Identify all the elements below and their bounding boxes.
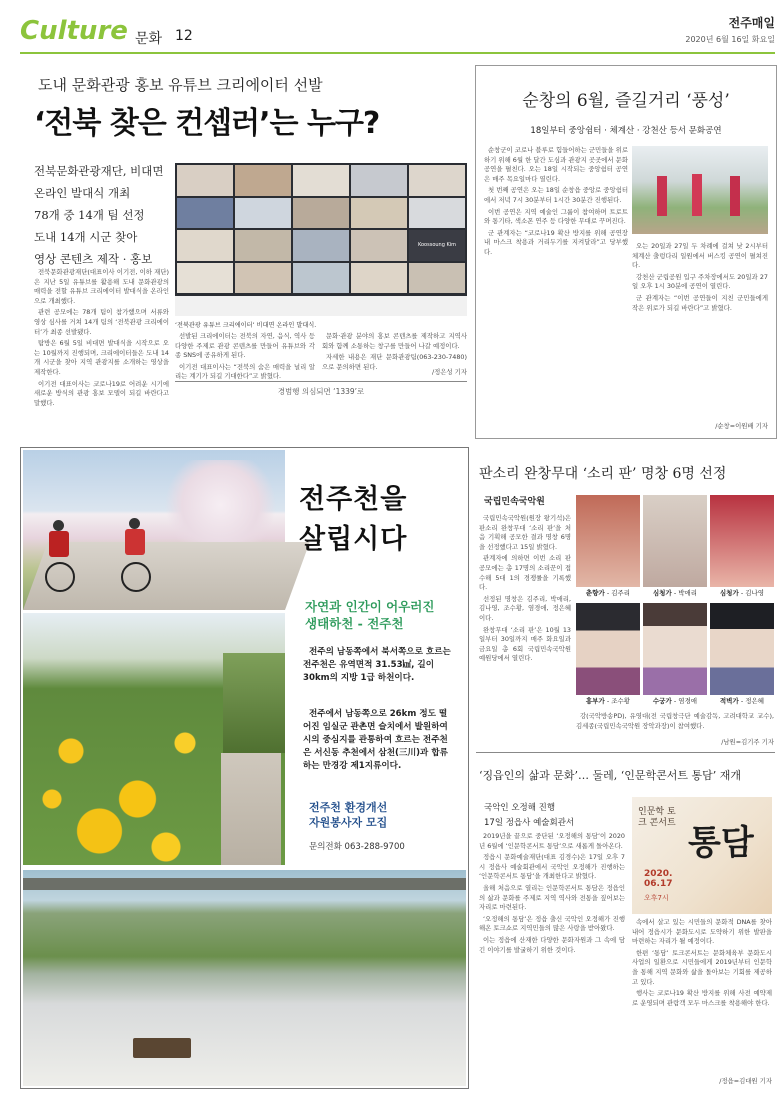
jeonjucheon-ad — [20, 447, 469, 1089]
section-title-ko: 문화 — [135, 31, 163, 47]
performer — [730, 176, 740, 216]
singer-name: 정은혜 — [745, 697, 765, 705]
video-tile — [293, 198, 349, 229]
video-tile — [177, 230, 233, 261]
cyclist — [45, 520, 73, 590]
singer-name: 김나영 — [745, 589, 765, 597]
performer — [692, 174, 702, 216]
singer-label: 심청가 - 김나영 — [719, 589, 765, 597]
singer-grid — [576, 495, 774, 705]
article1-col3 — [322, 332, 467, 371]
bullet-line: 온라인 발대식 개최 — [34, 186, 131, 200]
paragraph: 오는 20일과 27일 두 차례에 걸쳐 낮 2시부터 체계산 출렁다리 일원에서 버스킹 공연이 펼쳐진다. — [632, 242, 768, 270]
singer-label: 춘향가 - 김주리 — [585, 589, 631, 597]
bullet-line: 전북문화관광재단, 비대면 — [34, 164, 164, 178]
video-tile — [351, 230, 407, 261]
masthead — [20, 18, 775, 50]
poster-date: 2020. 06.17 — [644, 869, 673, 889]
article3-headline: 판소리 완창무대 ‘소리 판’ 명창 6명 선정 — [479, 466, 727, 482]
paragraph: 선발된 크리에이터는 전북의 자연, 음식, 역사 등 다양한 주제로 관광 콘텐츠를 만들어 유튜브와 각종 SNS에 공유하게 된다. — [175, 332, 315, 360]
article4-byline: /정읍=김대원 기자 — [719, 1077, 772, 1085]
singer-card — [643, 603, 707, 707]
singer-card — [576, 603, 640, 707]
bridge — [23, 878, 466, 890]
article1-bullets — [34, 163, 169, 273]
video-tile — [177, 165, 233, 196]
singer-photo — [643, 603, 707, 695]
singer-role: 심청가 — [652, 589, 672, 597]
video-tile — [409, 165, 465, 196]
article2-headline: 순창의 6월, 즐길거리 ‘풍성’ — [522, 91, 730, 111]
yellow-flowers — [33, 703, 223, 863]
paragraph: 선정된 명창은 김주리, 박애리, 김나영, 조수황, 염경애, 정은혜이다. — [479, 594, 571, 622]
paragraph: 탐방은 6월 5일 비대면 발대식을 시작으로 오는 10월까지 진행되며, 크리에이터들은 도내 14개 시군을 찾아 지역 관광지를 소개하는 영상을 제작한다. — [34, 339, 169, 376]
ad-body-1: 전주의 남동쪽에서 북서쪽으로 흐르는 전주천은 유역면적 31.53㎢, 길이 30km의 지방 1급 하천이다. — [303, 647, 451, 683]
paragraph: 2019년을 끝으로 중단된 ‘오정해의 통담’이 2020년 6월에 ‘인문학콘서트 통담’으로 새롭게 돌아온다. — [479, 832, 625, 850]
singer-photo — [643, 495, 707, 587]
singer-label: 심청가 - 박애리 — [652, 589, 698, 597]
singer-label: 흥부가 - 조수황 — [585, 697, 631, 705]
ad-phone: 문의전화 063-288-9700 — [309, 842, 405, 852]
article4-sub1: 국악인 오정해 진행 — [484, 803, 556, 813]
paragraph: 강(국악방송PD), 유영대(전 국립창극단 예술감독, 고려대학교 교수), 김세종(국립민속국악원 장악과장)이 참여했다. — [576, 712, 774, 730]
video-tile — [235, 230, 291, 261]
paragraph: 관련 공모에는 78개 팀이 참가했으며 서류와 영상 심사를 거쳐 14개 팀의 ‘전북관광 크리에이터’가 최종 선발됐다. — [34, 308, 169, 336]
video-tile — [409, 263, 465, 294]
paragraph: 관계자에 의하면 이번 소리 판 공모에는 총 17명의 소리꾼이 접수해 5대 1의 경쟁률을 기록했다. — [479, 554, 571, 592]
singer-role: 흥부가 — [585, 697, 605, 705]
paragraph: 첫 번째 공연은 오는 18일 순창읍 중앙로 중앙쉼터에서 저녁 7시 30분부터 1시간 30분간 진행된다. — [484, 186, 628, 204]
paragraph: 전북문화관광재단(대표이사 이기전, 이하 재단)은 지난 5일 유튜브를 활용해 도내 문화관광의 매력을 전할 유튜브 크리에이터 발대식을 온라인으로 개최했다. — [34, 268, 169, 305]
trees — [223, 653, 285, 753]
ad-headline-line: 전주천을 — [299, 484, 408, 515]
ad-recruit — [309, 800, 387, 830]
paragraph: 정읍시 문화예술재단(대표 김경수)은 17일 오후 7시 정읍사 예술회관에서 국악인 오정해가 진행하는 ‘인문학콘서트 통담’을 개최한다고 밝혔다. — [479, 853, 625, 881]
cyclist — [121, 518, 149, 590]
video-tile — [409, 198, 465, 229]
article3-source: 국립민속국악원 — [484, 497, 545, 507]
singer-role: 수궁가 — [652, 697, 672, 705]
article2-col2 — [632, 242, 768, 418]
cyclists-photo — [23, 450, 285, 610]
paragraph: 문화·관광 분야의 홍보 콘텐츠를 제작하고 지역사회와 함께 소통하는 창구를 만들어 나갈 예정이다. — [322, 332, 467, 350]
video-tile — [235, 165, 291, 196]
paragraph: 이번 공연은 지역 예술인 그룹이 참여하며 트로트와 통기타, 색소폰 연주 등 다양한 무대로 꾸며진다. — [484, 207, 628, 226]
cosmos-flower-photo — [23, 613, 285, 865]
ad-text-panel — [289, 450, 466, 865]
ad-subtitle-line: 생태하천 - 전주천 — [305, 616, 404, 631]
paper-name: 전주매일 — [728, 16, 775, 30]
paragraph: 이기전 대표이사는 코로나19로 어려운 시기에 새로운 방식의 관광 홍보 모델이 되길 바란다고 말했다. — [34, 379, 169, 407]
paragraph: 이기전 대표이사는 “전북의 숨은 매력을 널리 알리는 계기가 되길 기대한다”고 밝혔다. — [175, 362, 315, 381]
singer-photo — [576, 603, 640, 695]
article4-col1 — [479, 832, 625, 1082]
paragraph: 자세한 내용은 재단 문화관광팀(063-230-7480)으로 문의하면 된다. — [322, 353, 467, 371]
article2-col1 — [484, 146, 628, 428]
issue-date: 2020년 6월 16일 화요일 — [685, 35, 775, 44]
article1-headline: ‘전북 찾은 컨셉러’는 누구? — [34, 106, 380, 141]
article1-col2 — [175, 332, 315, 381]
paragraph: 행사는 코로나19 확산 방지를 위해 사전 예약제로 운영되며 관람객 모두 마스크를 착용해야 한다. — [632, 989, 772, 1007]
singer-card — [576, 495, 640, 599]
singer-photo — [710, 495, 774, 587]
walking-path — [221, 753, 281, 865]
paragraph: 속에서 살고 있는 시민들의 문화적 DNA를 찾아내어 정읍시가 문화도시로 도약하기 위한 발판을 마련하는 자리가 될 예정이다. — [632, 918, 772, 946]
video-conference-photo — [175, 163, 467, 316]
parade-photo — [632, 146, 768, 234]
article2-byline: /순창=이원배 기자 — [715, 422, 768, 430]
singer-photo — [710, 603, 774, 695]
video-tile — [351, 263, 407, 294]
paragraph: 군 관계자는 “이번 공연들이 지친 군민들에게 작은 위로가 되길 바란다”고 밝혔다. — [632, 293, 768, 312]
singer-label: 수궁가 - 염경애 — [652, 697, 698, 705]
article3-col1 — [479, 514, 571, 749]
ad-recruit-line: 자원봉사자 모집 — [309, 816, 388, 829]
bullet-line: 78개 중 14개 팀 선정 — [34, 208, 145, 222]
poster-title: 통담 — [688, 823, 754, 863]
video-tile — [235, 198, 291, 229]
singer-role: 춘향가 — [585, 589, 605, 597]
tongdam-poster — [632, 797, 772, 914]
paragraph: 국립민속국악원(원장 왕기석)은 판소리 완창무대 ‘소리 판’을 처음 기획해 공모한 결과 명창 6명을 선정했다고 15일 밝혔다. — [479, 514, 571, 551]
ad-subtitle — [305, 598, 434, 632]
video-tile — [293, 263, 349, 294]
article2-box — [475, 65, 777, 439]
singer-role: 심청가 — [719, 589, 739, 597]
ad-recruit-line: 전주천 환경개선 — [309, 801, 388, 814]
poster-top: 인문학 토크 콘서트 — [638, 807, 676, 828]
bench — [133, 1038, 191, 1058]
singer-name: 염경애 — [678, 697, 698, 705]
singer-role: 적벽가 — [719, 697, 739, 705]
article3-byline: /남원=김기주 기자 — [721, 738, 774, 746]
paragraph: 이는 정읍에 산재한 다양한 문화자원과 그 속에 담긴 이야기를 발굴하기 위한 것이다. — [479, 935, 625, 954]
video-tile — [293, 230, 349, 261]
singer-label: 적벽가 - 정은혜 — [719, 697, 765, 705]
singer-name: 김주리 — [611, 589, 631, 597]
divider — [476, 752, 775, 753]
paragraph: ‘오정해의 통담’은 정읍 출신 국악인 오정해가 진행해온 토크쇼로 지역민들의 많은 사랑을 받아왔다. — [479, 914, 625, 933]
paragraph: 한편 ‘통담’ 토크콘서트는 문화체육부 문화도시 사업의 일환으로 시민들에게 2019년부터 인문학을 통해 지역 문화와 삶을 돌아보는 기회를 제공하고 있다. — [632, 948, 772, 986]
paragraph: 군 관계자는 “코로나19 확산 방지를 위해 공연장 내 마스크 착용과 거리두기를 지켜달라”고 당부했다. — [484, 228, 628, 256]
small-banner: 경범행 의심되면 ‘1339’로 — [277, 387, 365, 396]
bullet-line: 도내 14개 시군 찾아 — [34, 230, 138, 244]
video-tile — [351, 198, 407, 229]
ad-body-2: 전주에서 남동쪽으로 26km 정도 떨어진 임실군 관촌면 슬치에서 발원하여 시의 중심지를 관통하여 흐르는 전주천은 서신동 추천에서 삼천(三川)과 합류하는 만경강 제1지류이다. — [303, 709, 448, 771]
paragraph: 순창군이 코로나 블루로 힘들어하는 군민들을 위로하기 위해 6월 한 달간 도심과 관광지 곳곳에서 문화공연을 펼친다. 오는 18일 시작되는 중앙쉼터 공연은 매주 목요일마다 열린다. — [484, 146, 628, 183]
singer-name: 조수황 — [611, 697, 631, 705]
masthead-rule — [20, 52, 775, 54]
article1-col1 — [34, 268, 169, 407]
video-grid — [177, 165, 465, 293]
paragraph: 강천산 군립공원 입구 주차장에서도 20일과 27일 오후 1시 30분에 공연이 열린다. — [632, 272, 768, 291]
paragraph: 완창무대 ‘소리 판’은 10월 13일부터 30일까지 매주 화요일과 금요일 총 6회 국립민속국악원 예원당에서 열린다. — [479, 625, 571, 663]
ad-subtitle-line: 자연과 인간이 어우러진 — [305, 599, 435, 614]
page-number: 12 — [175, 28, 193, 44]
section-title-en: Culture — [20, 16, 128, 46]
article4-sub2: 17일 정읍사 예술회관서 — [484, 818, 575, 828]
video-tile — [351, 165, 407, 196]
article4-col2 — [632, 918, 772, 1078]
river-photo — [23, 870, 466, 1086]
singer-name: 박애리 — [678, 589, 698, 597]
video-tile — [177, 263, 233, 294]
singer-photo — [576, 495, 640, 587]
ad-headline-line: 살립시다 — [299, 524, 408, 555]
singer-card — [710, 603, 774, 707]
bullet-line: 영상 콘텐츠 제작 · 홍보 — [34, 252, 153, 266]
poster-time: 오후7시 — [644, 894, 669, 902]
article4-headline: ‘징읍인의 삶과 문화’… 둘레, ‘인문학콘서트 통담’ 재개 — [479, 769, 741, 782]
performer — [657, 176, 667, 216]
cherry-blossom — [158, 460, 283, 550]
ad-headline — [299, 480, 407, 560]
video-tile — [177, 198, 233, 229]
singer-card — [710, 495, 774, 599]
article1-byline: /정은성 기자 — [431, 368, 467, 376]
paragraph: 올해 처음으로 열리는 인문학콘서트 통담은 정읍인의 삶과 문화를 주제로 지역 역사와 전통을 짚어보는 자리로 마련된다. — [479, 883, 625, 912]
article1-kicker: 도내 문화관광 홍보 유튜브 크리에이터 선발 — [38, 76, 323, 94]
article1-photo-caption: ‘전북관광 유튜브 크리에이터’ 비대면 온라인 발대식. — [175, 322, 317, 329]
video-tile — [235, 263, 291, 294]
divider — [175, 381, 467, 382]
video-tile — [293, 165, 349, 196]
singer-card — [643, 495, 707, 599]
video-toolbar — [175, 296, 467, 316]
brand-tile: Koossoung Kim — [409, 230, 465, 261]
article2-subtitle: 18일부터 중앙쉼터 · 체계산 · 강천산 등서 문화공연 — [530, 126, 722, 136]
